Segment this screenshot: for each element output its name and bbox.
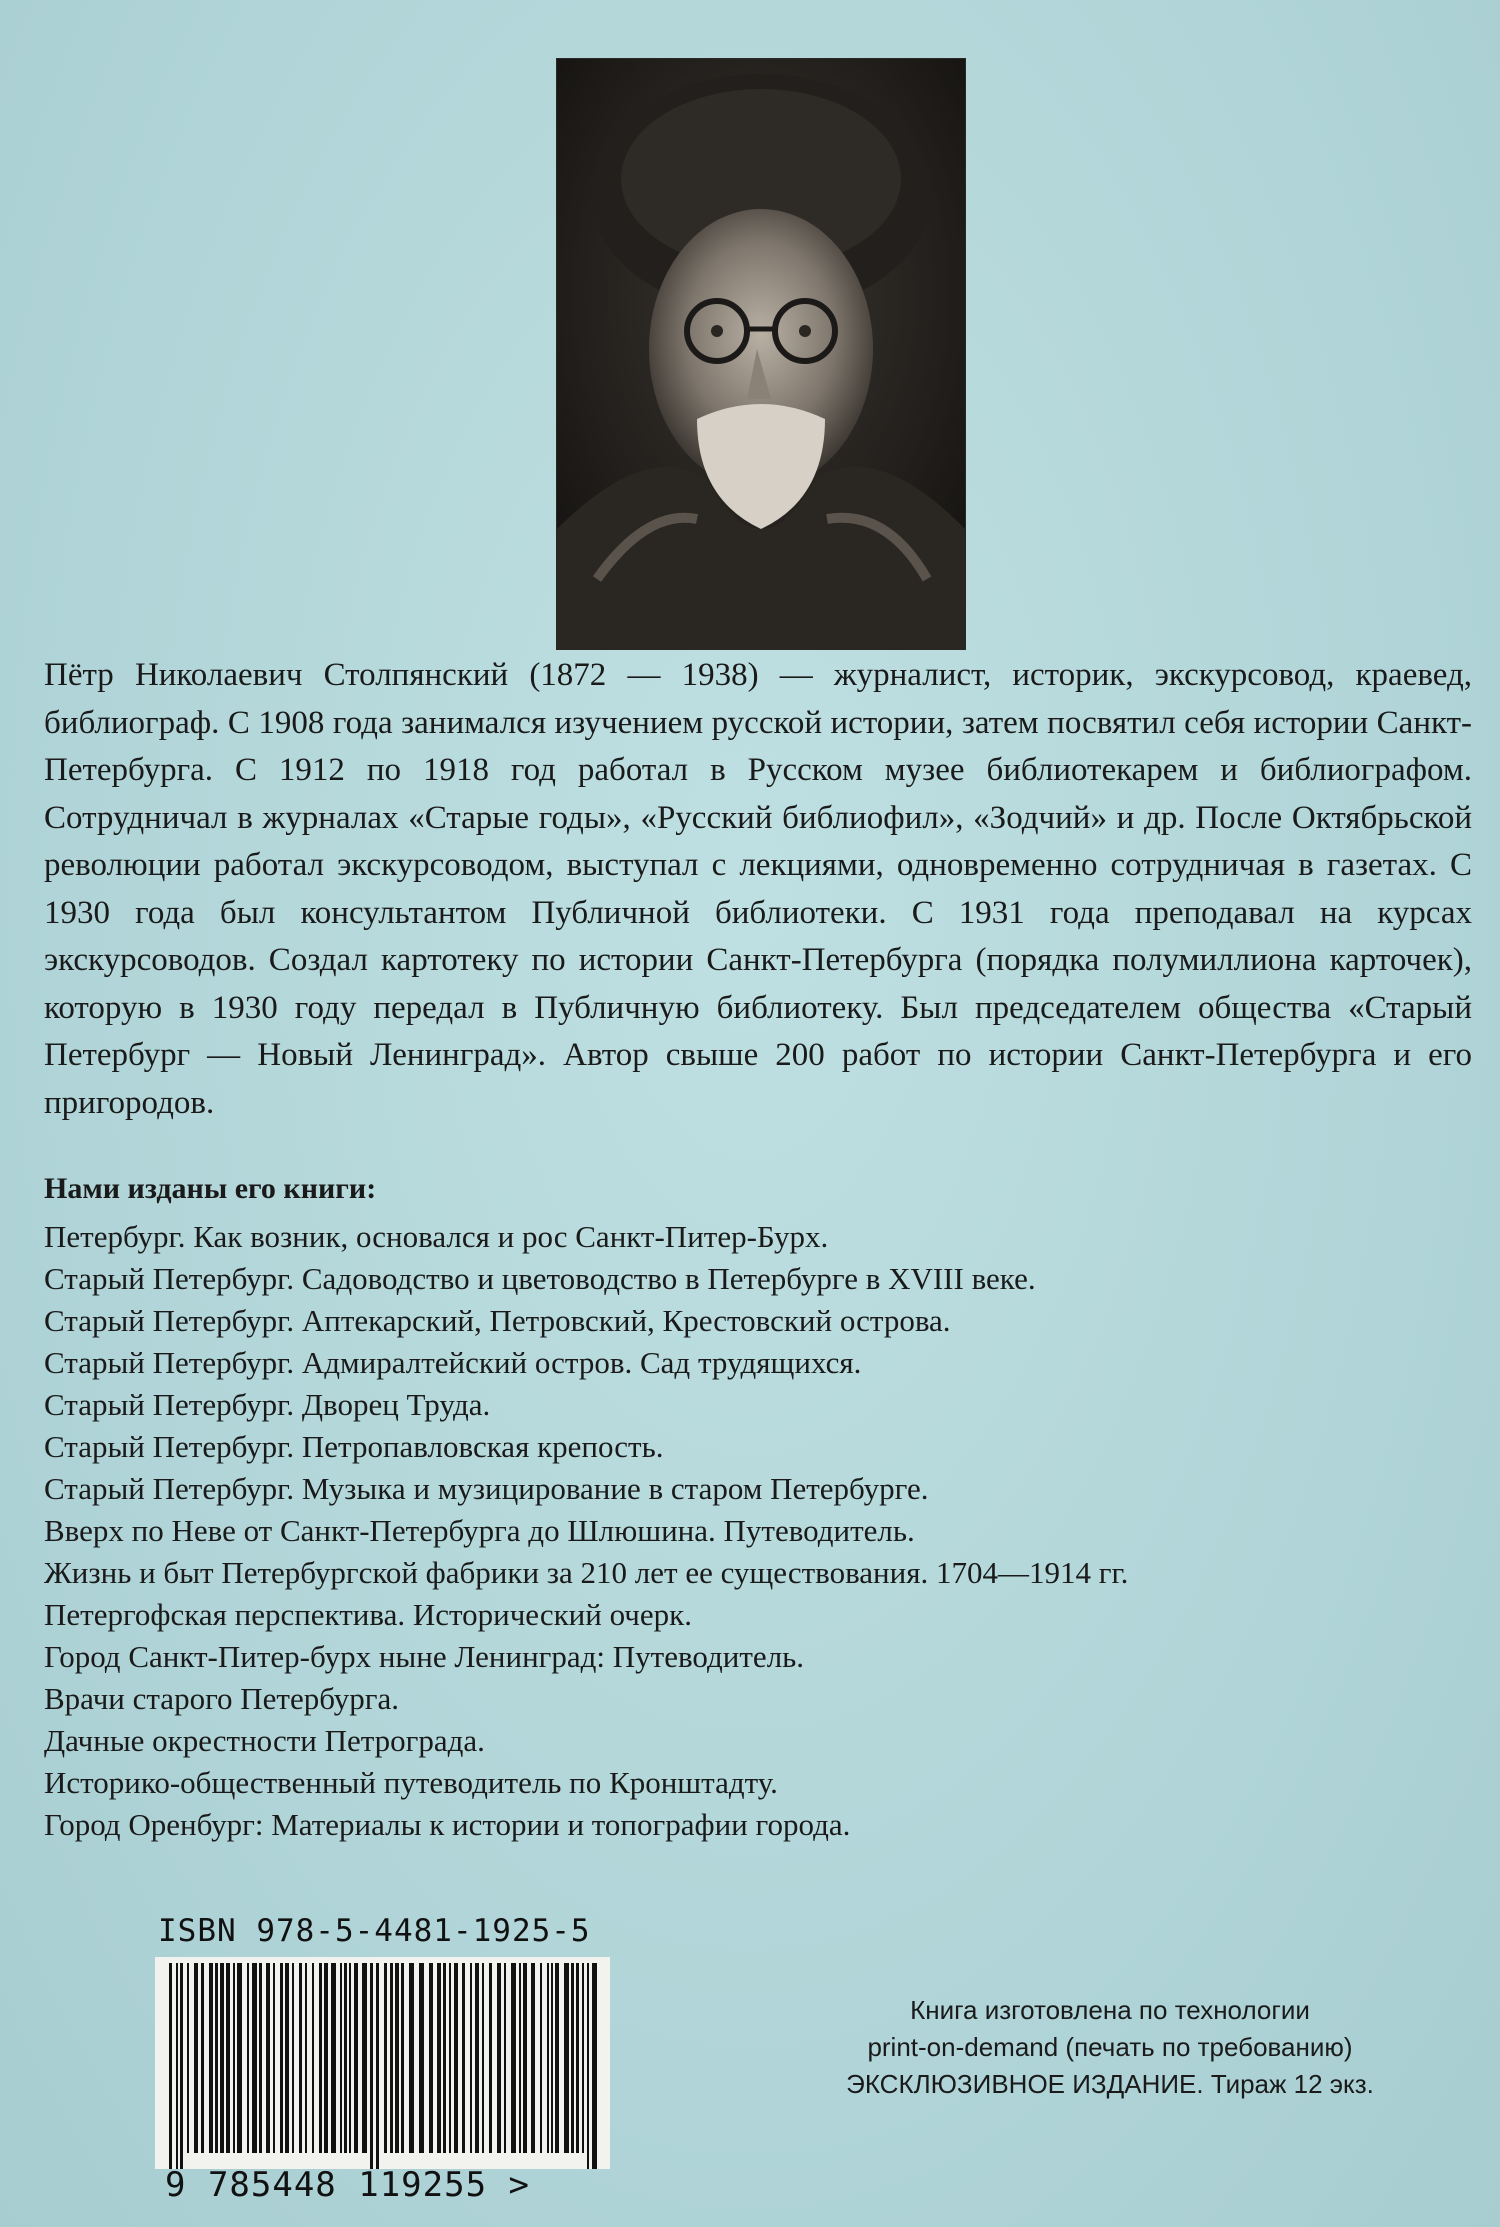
list-item: Вверх по Неве от Санкт-Петербурга до Шлюшина. Путеводитель. xyxy=(44,1513,915,1548)
barcode-bar xyxy=(401,1963,404,2153)
author-biography: Пётр Николаевич Столпянский (1872 — 1938) — журналист, историк, экскурсовод, краевед, библиограф. С 1908 года занимался изучением русской истории, затем посвятил себя истории Санкт-Петербурга. С 1912 по 1918 год работал в Русском музее библиотекарем и библиографом. Сотрудничал в журналах «Старые годы», «Русский библиофил», «Зодчий» и др. После Октябрьской революции работал экскурсоводом, выступал с лекциями, одновременно сотрудничая в газетах. С 1930 года был консультантом Публичной библиотеки. С 1931 года преподавал на курсах экскурсоводов. Создал картотеку по истории Санкт-Петербурга (порядка полумиллиона карточек), которую в 1930 году передал в Публичную библиотеку. Был председателем общества «Старый Петербург — Новый Ленинград». Автор свыше 200 работ по истории Санкт-Петербурга и его пригородов. xyxy=(44,657,1472,1121)
barcode-bar xyxy=(252,1963,257,2153)
barcode-bar xyxy=(331,1963,336,2153)
barcode-bar xyxy=(226,1963,230,2153)
books-list-heading: Нами изданы его книги: xyxy=(44,1172,377,1205)
barcode-bar xyxy=(194,1963,198,2153)
barcode-bar xyxy=(519,1963,521,2153)
barcode-bar xyxy=(437,1963,441,2153)
barcode-bar xyxy=(582,1963,584,2153)
barcode-bar xyxy=(180,1963,183,2169)
barcode-bar xyxy=(344,1963,347,2153)
barcode-bar xyxy=(429,1963,433,2153)
list-item: Петергофская перспектива. Исторический очерк. xyxy=(44,1597,692,1632)
barcode-bar xyxy=(220,1963,224,2153)
barcode-bar xyxy=(571,1963,574,2153)
barcode-bar xyxy=(390,1963,393,2153)
barcode-bar xyxy=(540,1963,542,2153)
barcode-bar xyxy=(576,1963,579,2153)
barcode-bars xyxy=(155,1957,610,2169)
barcode-bar xyxy=(523,1963,527,2153)
list-item: Историко-общественный путеводитель по Кронштадту. xyxy=(44,1765,778,1800)
barcode-bar xyxy=(564,1963,569,2153)
barcode-bar xyxy=(462,1963,465,2153)
barcode-bar xyxy=(587,1963,589,2169)
barcode-graphic xyxy=(155,1957,610,2169)
list-item: Старый Петербург. Музыка и музицирование в старом Петербурге. xyxy=(44,1471,929,1506)
barcode-bar xyxy=(176,1963,178,2169)
barcode-bar xyxy=(443,1963,446,2153)
barcode-bar xyxy=(169,1963,172,2169)
list-item: Старый Петербург. Аптекарский, Петровский, Крестовский острова. xyxy=(44,1303,951,1338)
barcode-bar xyxy=(266,1963,270,2153)
list-item: Старый Петербург. Дворец Труда. xyxy=(44,1387,491,1422)
barcode-bar xyxy=(273,1963,275,2153)
barcode-bar xyxy=(305,1963,307,2153)
barcode-bar xyxy=(547,1963,549,2153)
barcode-bar xyxy=(285,1963,289,2153)
barcode-bar xyxy=(370,1963,373,2169)
barcode-bar xyxy=(551,1963,553,2153)
barcode-bar xyxy=(362,1963,367,2153)
barcode-bar xyxy=(201,1963,204,2153)
barcode-bar xyxy=(531,1963,535,2153)
barcode-bar xyxy=(354,1963,358,2153)
pod-line-2: print-on-demand (печать по требованию) xyxy=(867,2032,1353,2062)
barcode-bar xyxy=(187,1963,189,2153)
list-item: Город Санкт-Питер-бурх ныне Ленинград: Путеводитель. xyxy=(44,1639,805,1674)
barcode-bar xyxy=(555,1963,559,2153)
list-item: Врачи старого Петербурга. xyxy=(44,1681,400,1716)
barcode-bar xyxy=(470,1963,472,2153)
barcode-bar xyxy=(489,1963,492,2153)
barcode-bar xyxy=(237,1963,242,2153)
barcode-bar xyxy=(376,1963,379,2169)
barcode-bar xyxy=(215,1963,218,2153)
barcode-bar xyxy=(233,1963,235,2153)
portrait-illustration xyxy=(557,59,965,649)
isbn-barcode xyxy=(155,1913,610,2210)
list-item: Дачные окрестности Петрограда. xyxy=(44,1723,485,1758)
list-item: Жизнь и быт Петербургской фабрики за 210 лет ее существования. 1704—1914 гг. xyxy=(44,1555,1129,1590)
barcode-bar xyxy=(384,1963,387,2153)
barcode-bar xyxy=(247,1963,249,2153)
list-item: Город Оренбург: Материалы к истории и топографии города. xyxy=(44,1807,851,1842)
barcode-bar xyxy=(592,1963,597,2169)
pod-line-3: ЭКСКЛЮЗИВНОЕ ИЗДАНИЕ. Тираж 12 экз. xyxy=(846,2069,1374,2099)
isbn-number: ISBN 978-5-4481-1925-5 xyxy=(158,1913,591,1949)
barcode-bar xyxy=(482,1963,484,2153)
list-item: Петербург. Как возник, основался и рос Санкт-Питер-Бурх. xyxy=(44,1219,829,1254)
barcode-bar xyxy=(319,1963,322,2153)
barcode-bar xyxy=(209,1963,213,2153)
barcode-bar xyxy=(299,1963,302,2153)
barcode-bar xyxy=(324,1963,328,2153)
books-list xyxy=(44,1216,1444,1846)
barcode-bar xyxy=(475,1963,479,2153)
barcode-bar xyxy=(504,1963,506,2153)
list-item: Старый Петербург. Адмиралтейский остров. Сад трудящихся. xyxy=(44,1345,862,1380)
list-item: Старый Петербург. Петропавловская крепость. xyxy=(44,1429,664,1464)
barcode-bar xyxy=(280,1963,283,2153)
barcode-bar xyxy=(497,1963,501,2153)
barcode-bar xyxy=(454,1963,458,2153)
barcode-bar xyxy=(340,1963,342,2153)
author-portrait-photo xyxy=(556,58,966,650)
barcode-bar xyxy=(259,1963,262,2153)
barcode-bar xyxy=(409,1963,414,2153)
ean-digits: 9 785448 119255 > xyxy=(165,2165,530,2205)
barcode-bar xyxy=(349,1963,351,2153)
barcode-bar xyxy=(395,1963,399,2153)
pod-line-1: Книга изготовлена по технологии xyxy=(910,1995,1310,2025)
barcode-bar xyxy=(419,1963,424,2153)
barcode-bar xyxy=(449,1963,451,2153)
print-on-demand-note xyxy=(760,1992,1460,2103)
barcode-bar xyxy=(292,1963,294,2153)
list-item: Старый Петербург. Садоводство и цветоводство в Петербурге в XVIII веке. xyxy=(44,1261,1036,1296)
barcode-bar xyxy=(511,1963,516,2153)
barcode-bar xyxy=(312,1963,314,2153)
